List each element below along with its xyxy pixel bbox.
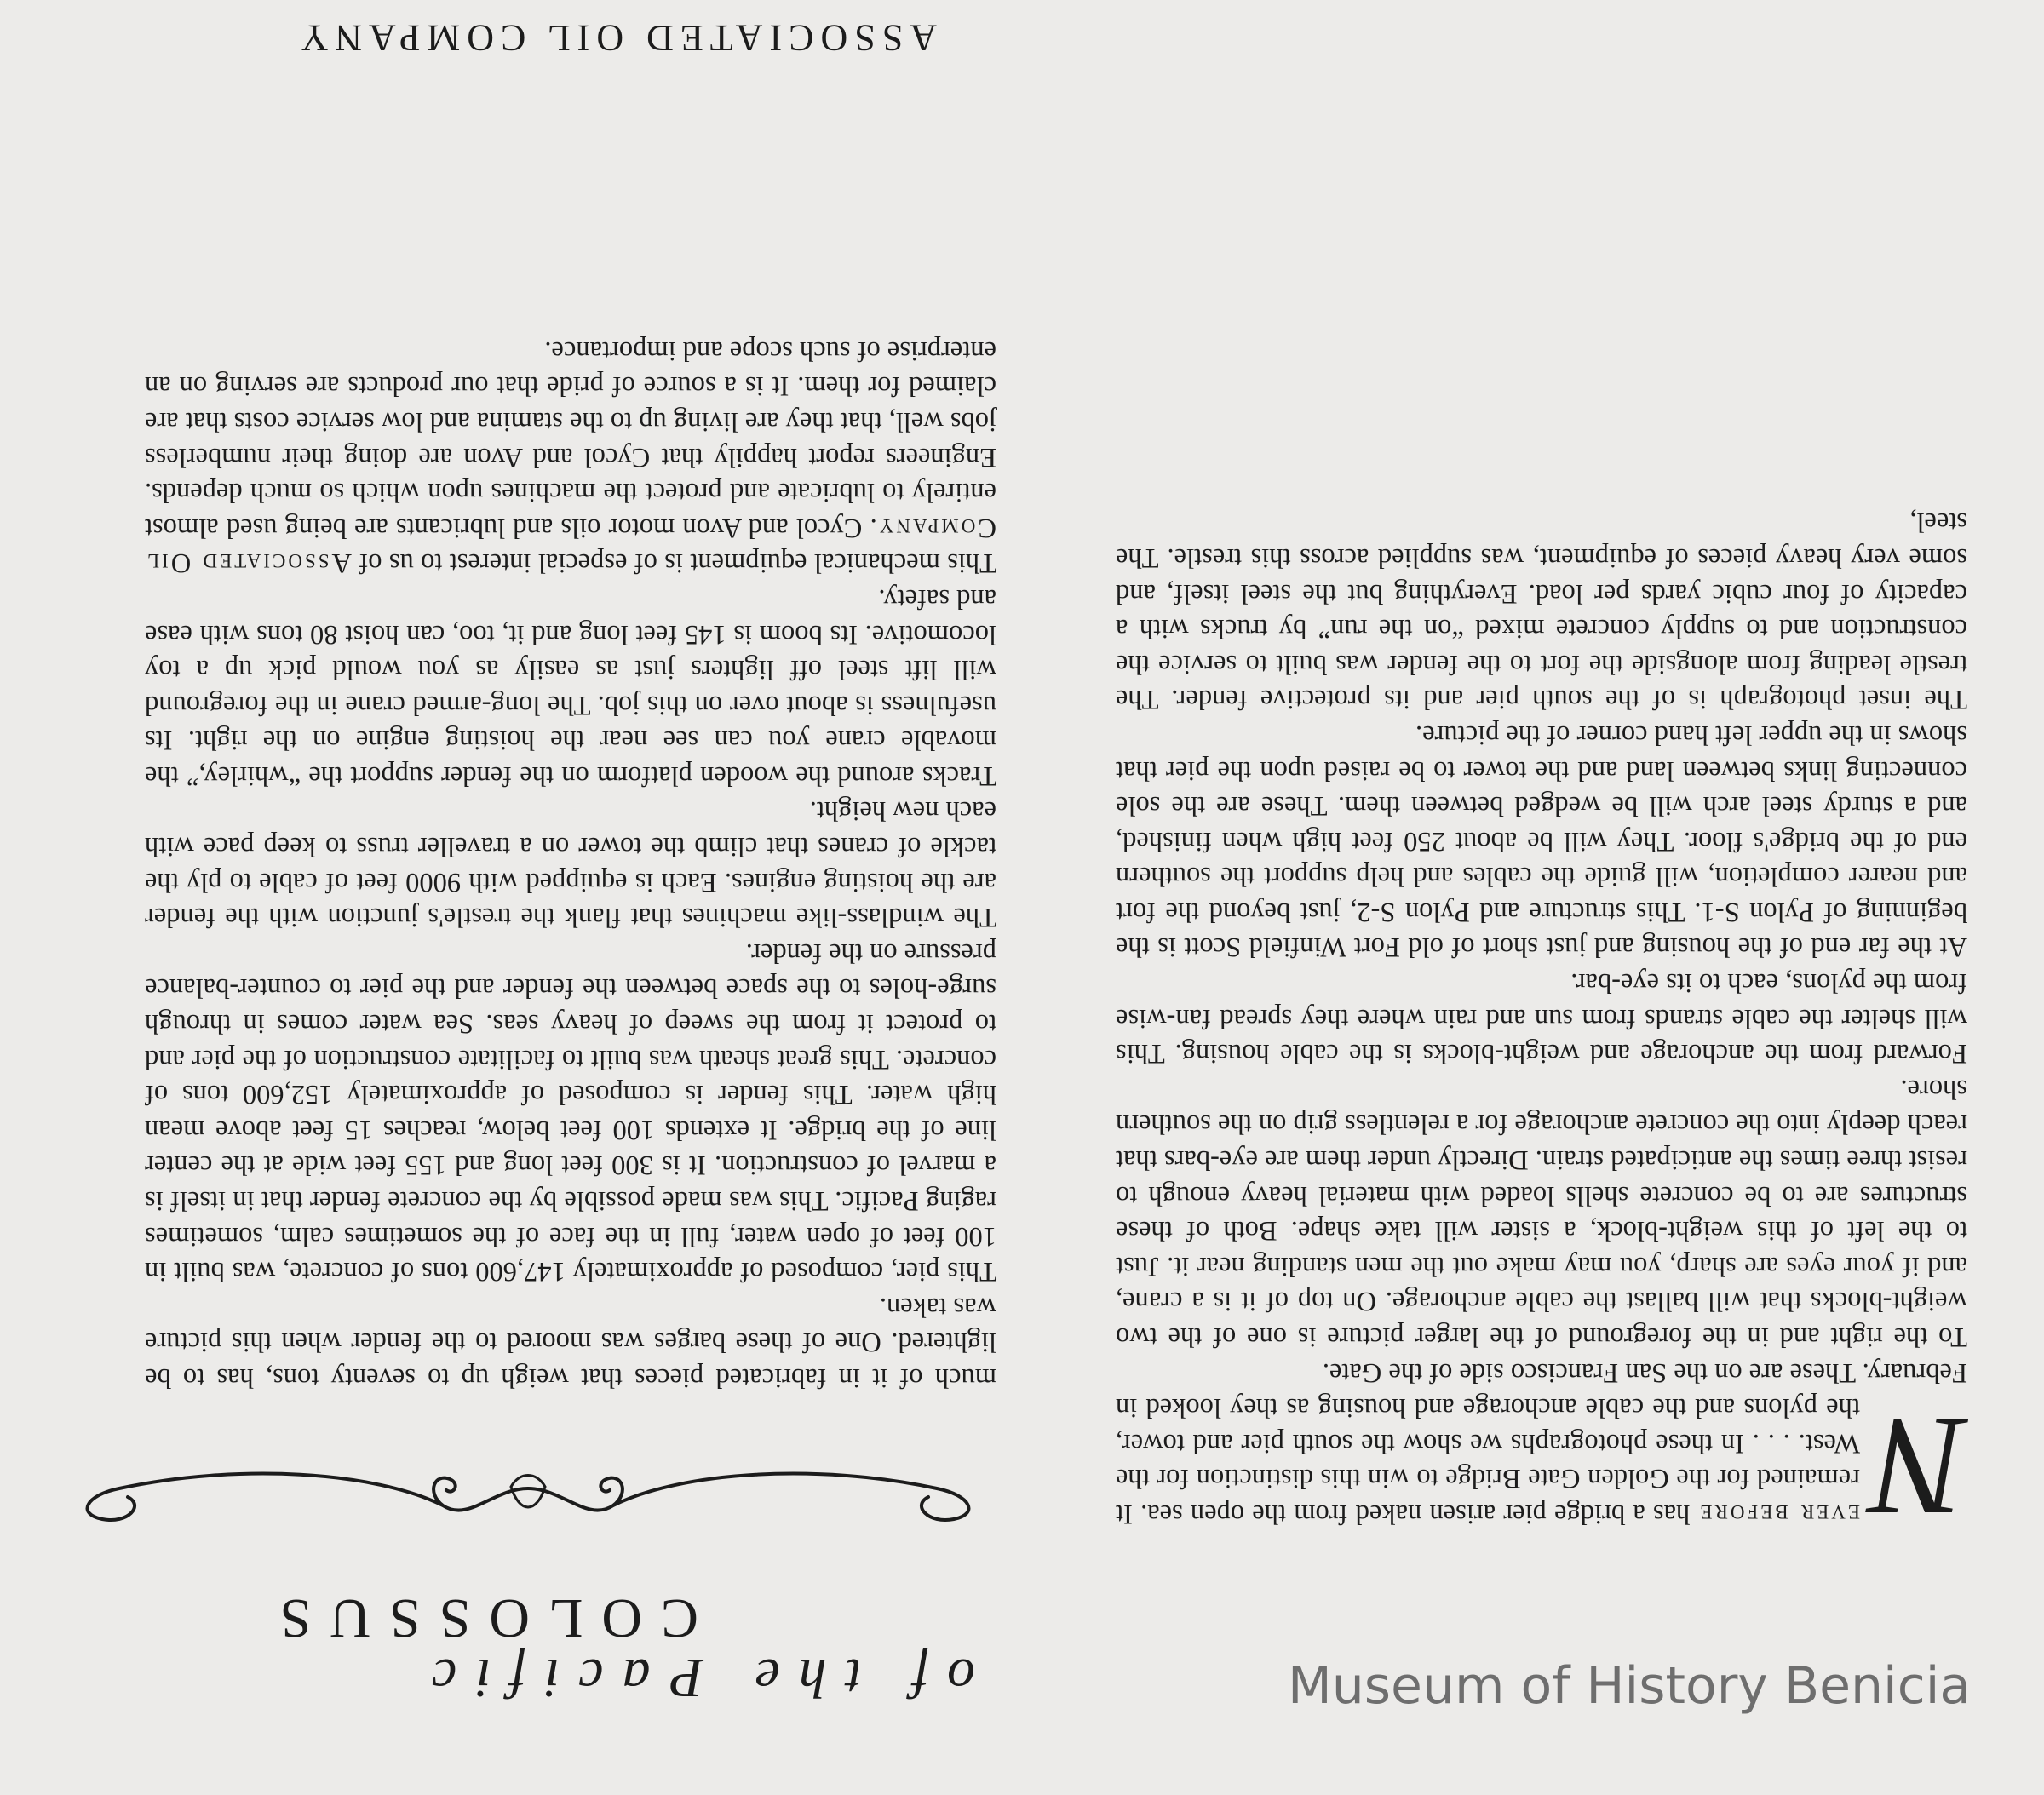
page-title: COLOSSUS — [261, 1587, 698, 1649]
lubricants-text-a: This mechanical equipment is of especial interest to us of — [352, 548, 996, 579]
company-footer: ASSOCIATED OIL COMPANY — [294, 17, 937, 59]
heading-block — [170, 1488, 1192, 1795]
paragraph-pylons: At the far end of the housing and just short of old Fort Winfield Scott is the beginning of Pylon S-1. This structure and Pylon S-2, just beyond the fort and nearer completion, will guide the cables and help support the southern end of the bridge's floor. They will be about 250 feet high when finished, and a sturdy steel arch will be wedged between them. These are the sole connecting links between land and the tower to be raised upon the pier that shows in the upper left hand corner of the picture. — [1116, 719, 1967, 963]
watermark: Museum of History Benicia — [1288, 1656, 1972, 1716]
paragraph-cranes: Tracks around the wooden platform on the fender support the “whirley,” the movable crane you can see near the hoisting engine on the right. Its usefulness is about over on this job. The long-armed crane in the foreground will lift steel off lighters just as easily as you would pick up a toy locomotive. Its boom is 145 feet long and it, too, can hoist 80 tons with ease and safety. — [145, 582, 996, 791]
intro-paragraph — [1116, 1354, 1967, 1546]
article-column-right — [145, 332, 996, 1395]
intro-text: has a bridge pier arisen naked from the open sea. It remained for the Golden Gate Bridge to win this distinction for the West. . . . In these photographs we show the south pier and tower, the pylons and the cable anchorage and housing as they looked in February. These are on the San Francisco side of the Gate. — [1116, 1356, 1967, 1529]
company-smallcaps: Associated Oil Company — [145, 512, 996, 579]
paragraph-hoisting-engines: The windlass-like machines that flank the trestle's junction with the fender are the hoisting engines. Each is equipped with 9000 feet of cable to ply the tackle of cranes that climb the tower on a traveller truss to keep pace with each new height. — [145, 795, 996, 933]
article-column-left — [1116, 504, 1967, 1546]
paragraph-steel-lightered: much of it in fabricated pieces that weigh up to seventy tons, has to be lightered. One of these barges was moored to the fender when this picture was taken. — [145, 1291, 996, 1393]
paragraph-cable-housing: Forward from the anchorage and weight-blocks is the cable housing. This will shelter the cable strands from sun and rain where they spread fan-wise from the pylons, each to its eye-bar. — [1116, 967, 1967, 1070]
paragraph-weight-blocks: To the right and in the foreground of the larger picture is one of the two weight-blocks that will ballast the cable anchorage. On top of it is a crane, and if your eyes are sharp, you may make out the men standing near it. Just to the left of this weight-block, a sister will take shape. Both of these structures are to be concrete shells loaded with material heavy enough to resist three times the anticipated strain. Directly under them are eye-bars that reach deeply into the concrete anchorage for a relentless grip on the southern shore. — [1116, 1073, 1967, 1353]
flourish-right-scroll — [88, 1474, 528, 1520]
paragraph-inset-photo: The inset photograph is of the south pier and its protective fender. The trestle leading from alongside the fort to the fender was built to service the construction and to supply concrete mixed “on the run” by trucks with a capacity of four cubic yards per load. Everything but the steel itself, and some very heavy pieces of equipment, was supplied across this trestle. The steel, — [1116, 507, 1967, 715]
paragraph-lubricants — [145, 332, 996, 580]
lubricants-text-b: . Cycol and Avon motor oils and lubricants are being used almost entirely to lubricate and protect the machines upon which so much depends. Engineers report happily that Cycol and Avon are doing their numberless jobs well, that they are living up to the stamina and low service costs that are claimed for them. It is a source of pride that our products are serving on an enterprise of such scope and importance. — [144, 335, 996, 543]
drop-cap: N — [1871, 1387, 1967, 1546]
lead-in: ever before — [1697, 1499, 1860, 1529]
page-subtitle: of the Pacific — [413, 1647, 975, 1709]
paragraph-pier-fender: This pier, composed of approximately 147,600 tons of concrete, was built in 100 feet of open water, full in the face of the sometimes calm, sometimes raging Pacific. This was made possible by the concrete fender that in itself is a marvel of construction. It is 300 feet long and 155 feet wide at the center line of the bridge. It extends 100 feet below, reaches 15 feet above mean high water. This fender is composed of approximately 152,600 tons of concrete. This great sheath was built to facilitate construction of the pier and to protect it from the sweep of heavy seas. Sea water comes in through surge-holes to the space between the fender and the pier to counter-balance pressure on the fender. — [145, 937, 996, 1287]
flourish-left-scroll — [528, 1474, 968, 1520]
flourish-ornament — [68, 1458, 988, 1540]
